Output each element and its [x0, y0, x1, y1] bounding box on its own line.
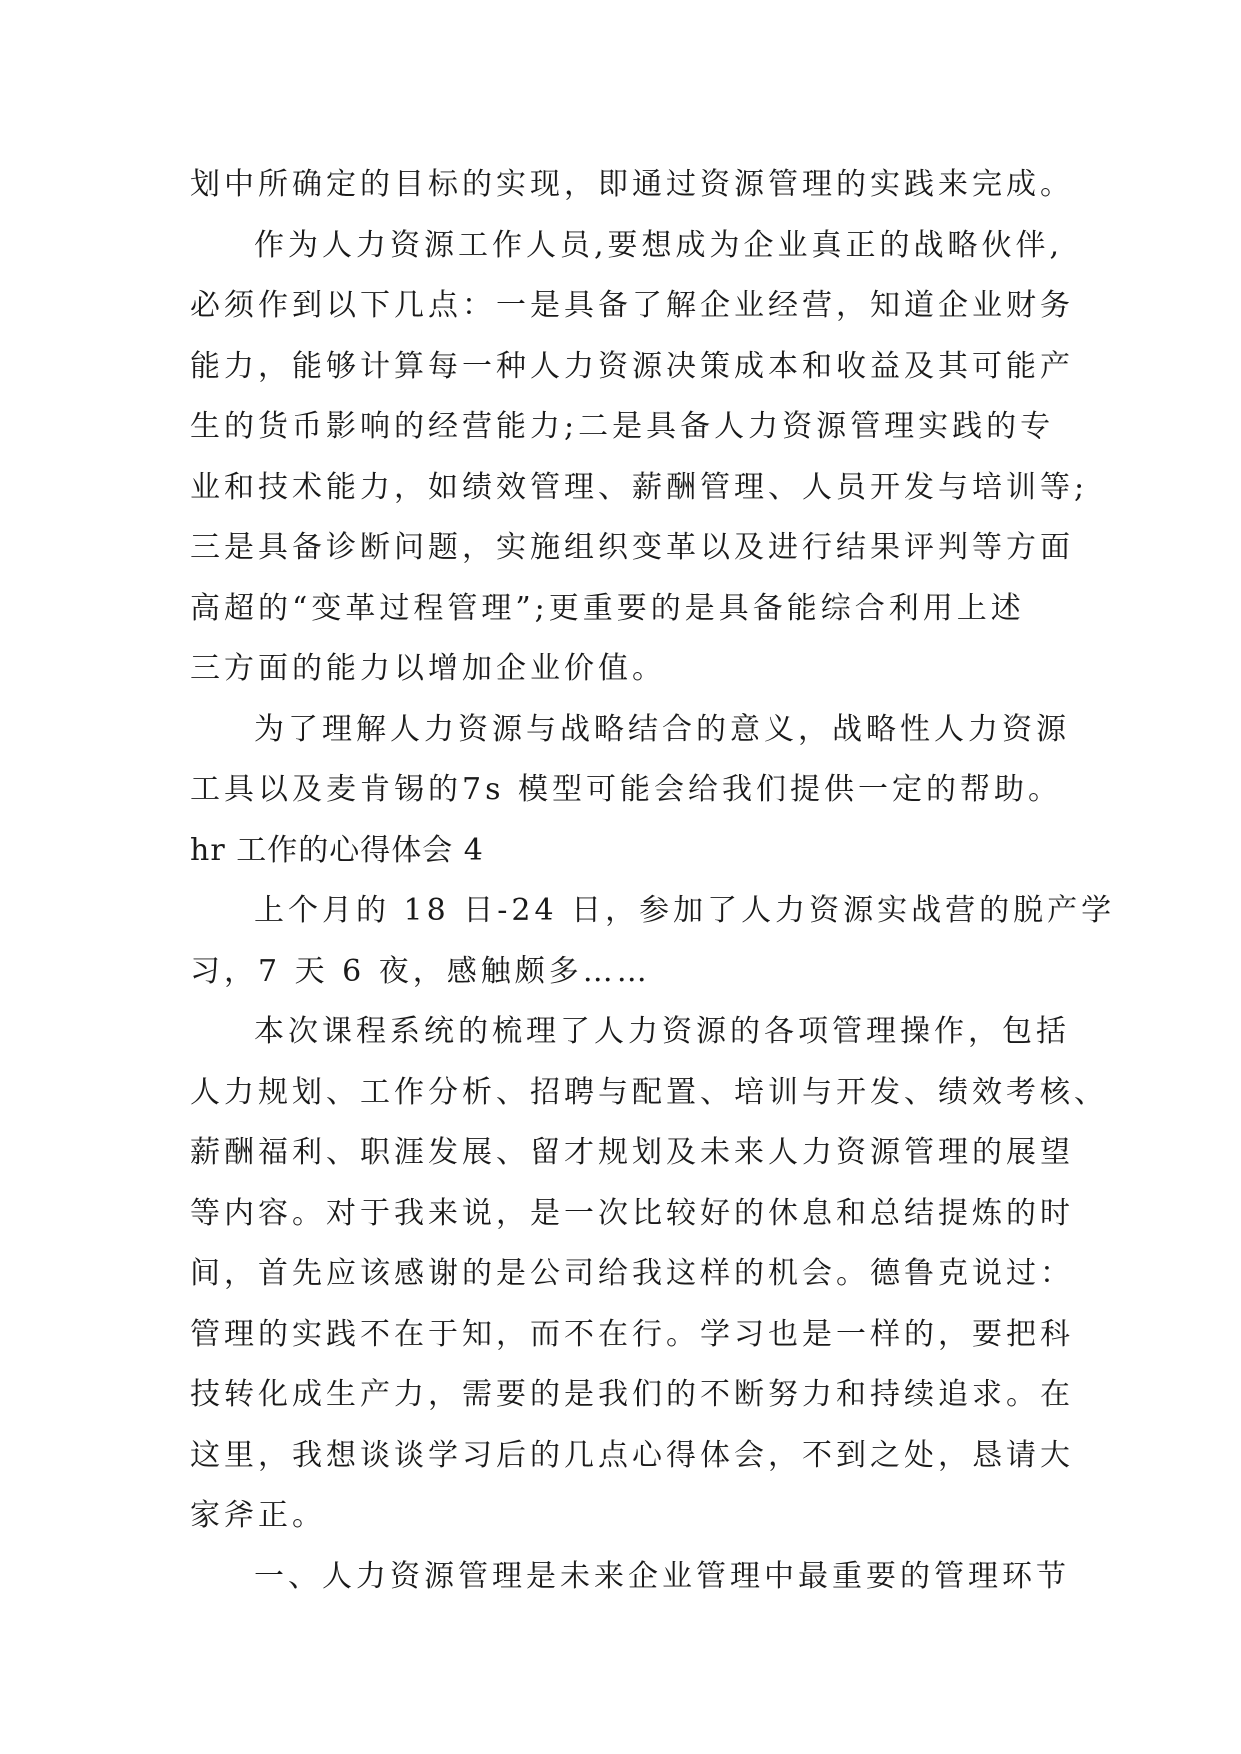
text-line: 业和技术能力，如绩效管理、薪酬管理、人员开发与培训等;: [190, 469, 1089, 505]
text-line: 技转化成生产力，需要的是我们的不断努力和持续追求。在: [190, 1377, 1074, 1412]
text-line: 人力规划、工作分析、招聘与配置、培训与开发、绩效考核、: [190, 1074, 1108, 1110]
text-line: 生的货币影响的经营能力;二是具备人力资源管理实践的专: [190, 409, 1055, 444]
text-line: 这里，我想谈谈学习后的几点心得体会，不到之处，恳请大: [190, 1437, 1074, 1473]
text-line: 能力，能够计算每一种人力资源决策成本和收益及其可能产: [190, 348, 1074, 384]
text-line: 等内容。对于我来说，是一次比较好的休息和总结提炼的时: [190, 1195, 1074, 1231]
text-line: 本次课程系统的梳理了人力资源的各项管理操作，包括: [254, 1014, 1070, 1049]
text-line: 作为人力资源工作人员,要想成为企业真正的战略伙伴,: [254, 227, 1064, 263]
text-line: 划中所确定的目标的实现，即通过资源管理的实践来完成。: [190, 167, 1074, 202]
text-line: 必须作到以下几点：一是具备了解企业经营，知道企业财务: [190, 288, 1074, 323]
text-line: 工具以及麦肯锡的7s 模型可能会给我们提供一定的帮助。: [190, 772, 1063, 807]
text-line: 高超的“变革过程管理”;更重要的是具备能综合利用上述: [190, 590, 1025, 626]
text-line: 三方面的能力以增加企业价值。: [190, 651, 666, 686]
text-line: 间，首先应该感谢的是公司给我这样的机会。德鲁克说过：: [190, 1256, 1074, 1291]
document-body: [190, 155, 1116, 1607]
text-line: 管理的实践不在于知，而不在行。学习也是一样的，要把科: [190, 1316, 1074, 1352]
text-line: 上个月的 18 日-24 日，参加了人力资源实战营的脱产学: [254, 893, 1116, 928]
text-line: 为了理解人力资源与战略结合的意义，战略性人力资源: [254, 711, 1070, 747]
text-line: 习，7 天 6 夜，感触颇多……: [190, 953, 651, 989]
text-line: 家斧正。: [190, 1498, 326, 1533]
text-line: 一、人力资源管理是未来企业管理中最重要的管理环节: [254, 1558, 1070, 1594]
text-line: 三是具备诊断问题，实施组织变革以及进行结果评判等方面: [190, 530, 1074, 565]
text-line: 薪酬福利、职涯发展、留才规划及未来人力资源管理的展望: [190, 1135, 1074, 1170]
section-heading: hr 工作的心得体会 4: [190, 832, 484, 868]
